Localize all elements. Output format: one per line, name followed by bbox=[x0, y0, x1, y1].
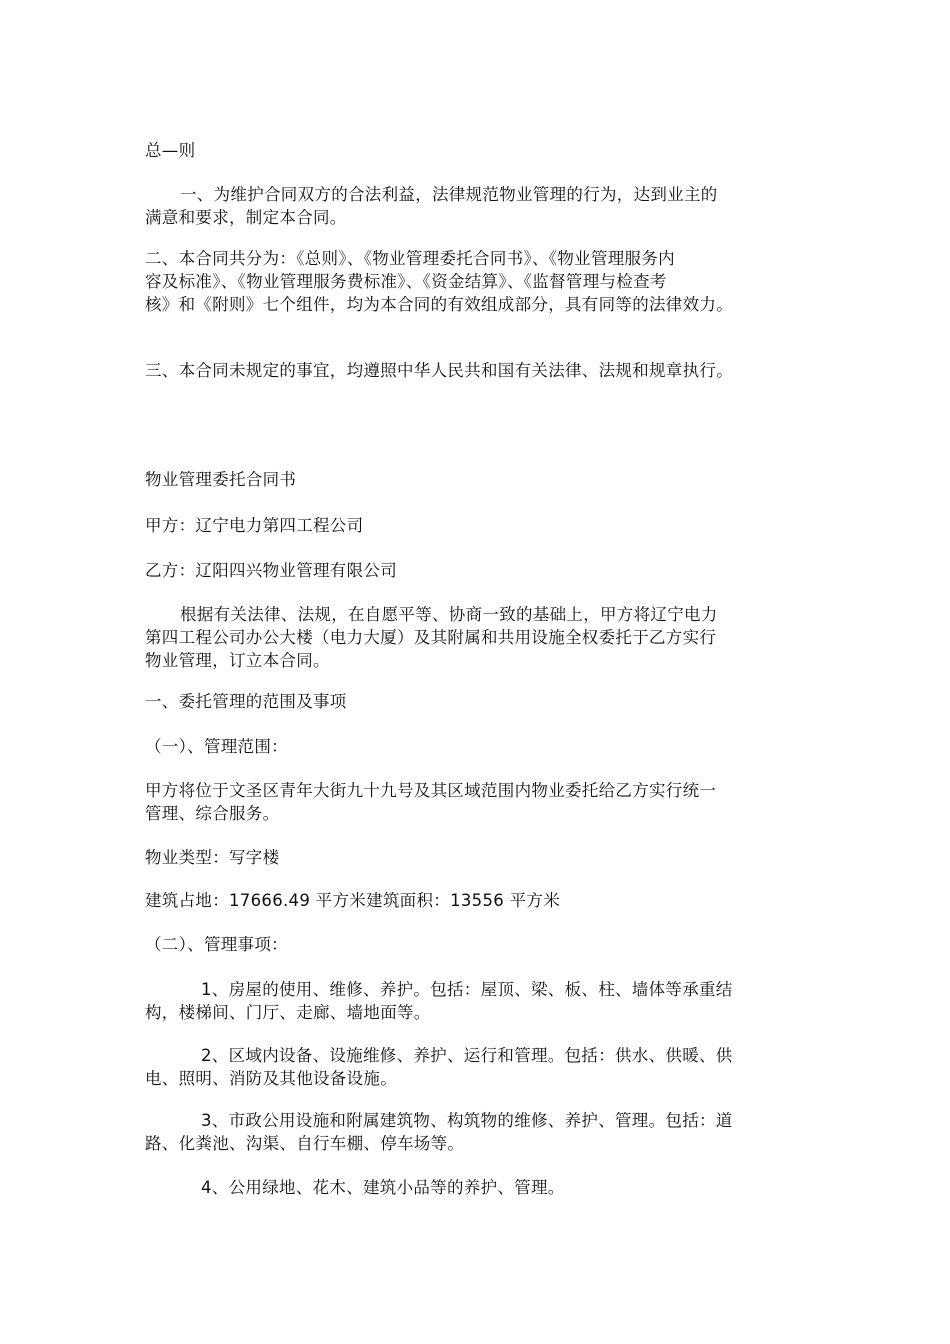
paragraph-line: 一、为维护合同双方的合法利益，法律规范物业管理的行为，达到业主的 bbox=[180, 185, 718, 204]
paragraph-line: 物业管理，订立本合同。 bbox=[145, 651, 330, 670]
list-item-line: 2、区域内设备、设施维修、养护、运行和管理。包括：供水、供暖、供 bbox=[201, 1046, 733, 1065]
paragraph-line: 第四工程公司办公大楼（电力大厦）及其附属和共用设施全权委托于乙方实行 bbox=[145, 628, 717, 647]
paragraph-line: 容及标准》、《物业管理服务费标准》、《资金结算》、《监督管理与检查考 bbox=[145, 272, 667, 291]
paragraph-line: 三、本合同未规定的事宜，均遵照中华人民共和国有关法律、法规和规章执行。 bbox=[145, 361, 733, 380]
section-title-contract: 物业管理委托合同书 bbox=[145, 470, 297, 489]
subheading-scope: （一）、管理范围： bbox=[145, 737, 288, 756]
paragraph-line: 管理、综合服务。 bbox=[145, 804, 280, 823]
subheading-matters: （二）、管理事项： bbox=[145, 935, 288, 954]
party-b: 乙方：辽阳四兴物业管理有限公司 bbox=[145, 561, 397, 580]
paragraph-line: 根据有关法律、法规，在自愿平等、协商一致的基础上，甲方将辽宁电力 bbox=[180, 605, 718, 624]
paragraph-line: 甲方将位于文圣区青年大街九十九号及其区域范围内物业委托给乙方实行统一 bbox=[145, 781, 717, 800]
property-type: 物业类型：写字楼 bbox=[145, 848, 280, 867]
list-item-line: 4、公用绿地、花木、建筑小品等的养护、管理。 bbox=[201, 1178, 565, 1197]
section-title-general: 总—则 bbox=[145, 141, 196, 160]
heading-scope-and-matters: 一、委托管理的范围及事项 bbox=[145, 692, 347, 711]
building-area: 建筑占地：17666.49 平方米建筑面积：13556 平方米 bbox=[145, 891, 561, 910]
party-a: 甲方：辽宁电力第四工程公司 bbox=[145, 516, 364, 535]
paragraph-line: 满意和要求，制定本合同。 bbox=[145, 208, 347, 227]
list-item-line: 电、照明、消防及其他设备设施。 bbox=[145, 1069, 397, 1088]
list-item-line: 1、房屋的使用、维修、养护。包括：屋顶、梁、板、柱、墙体等承重结 bbox=[201, 980, 733, 999]
list-item-line: 构，楼梯间、门厅、走廊、墙地面等。 bbox=[145, 1003, 431, 1022]
list-item-line: 路、化粪池、沟渠、自行车棚、停车场等。 bbox=[145, 1134, 465, 1153]
paragraph-line: 核》和《附则》七个组件，均为本合同的有效组成部分，具有同等的法律效力。 bbox=[145, 295, 733, 314]
list-item-line: 3、市政公用设施和附属建筑物、构筑物的维修、养护、管理。包括：道 bbox=[201, 1111, 733, 1130]
paragraph-line: 二、本合同共分为：《总则》、《物业管理委托合同书》、《物业管理服务内 bbox=[145, 249, 675, 268]
